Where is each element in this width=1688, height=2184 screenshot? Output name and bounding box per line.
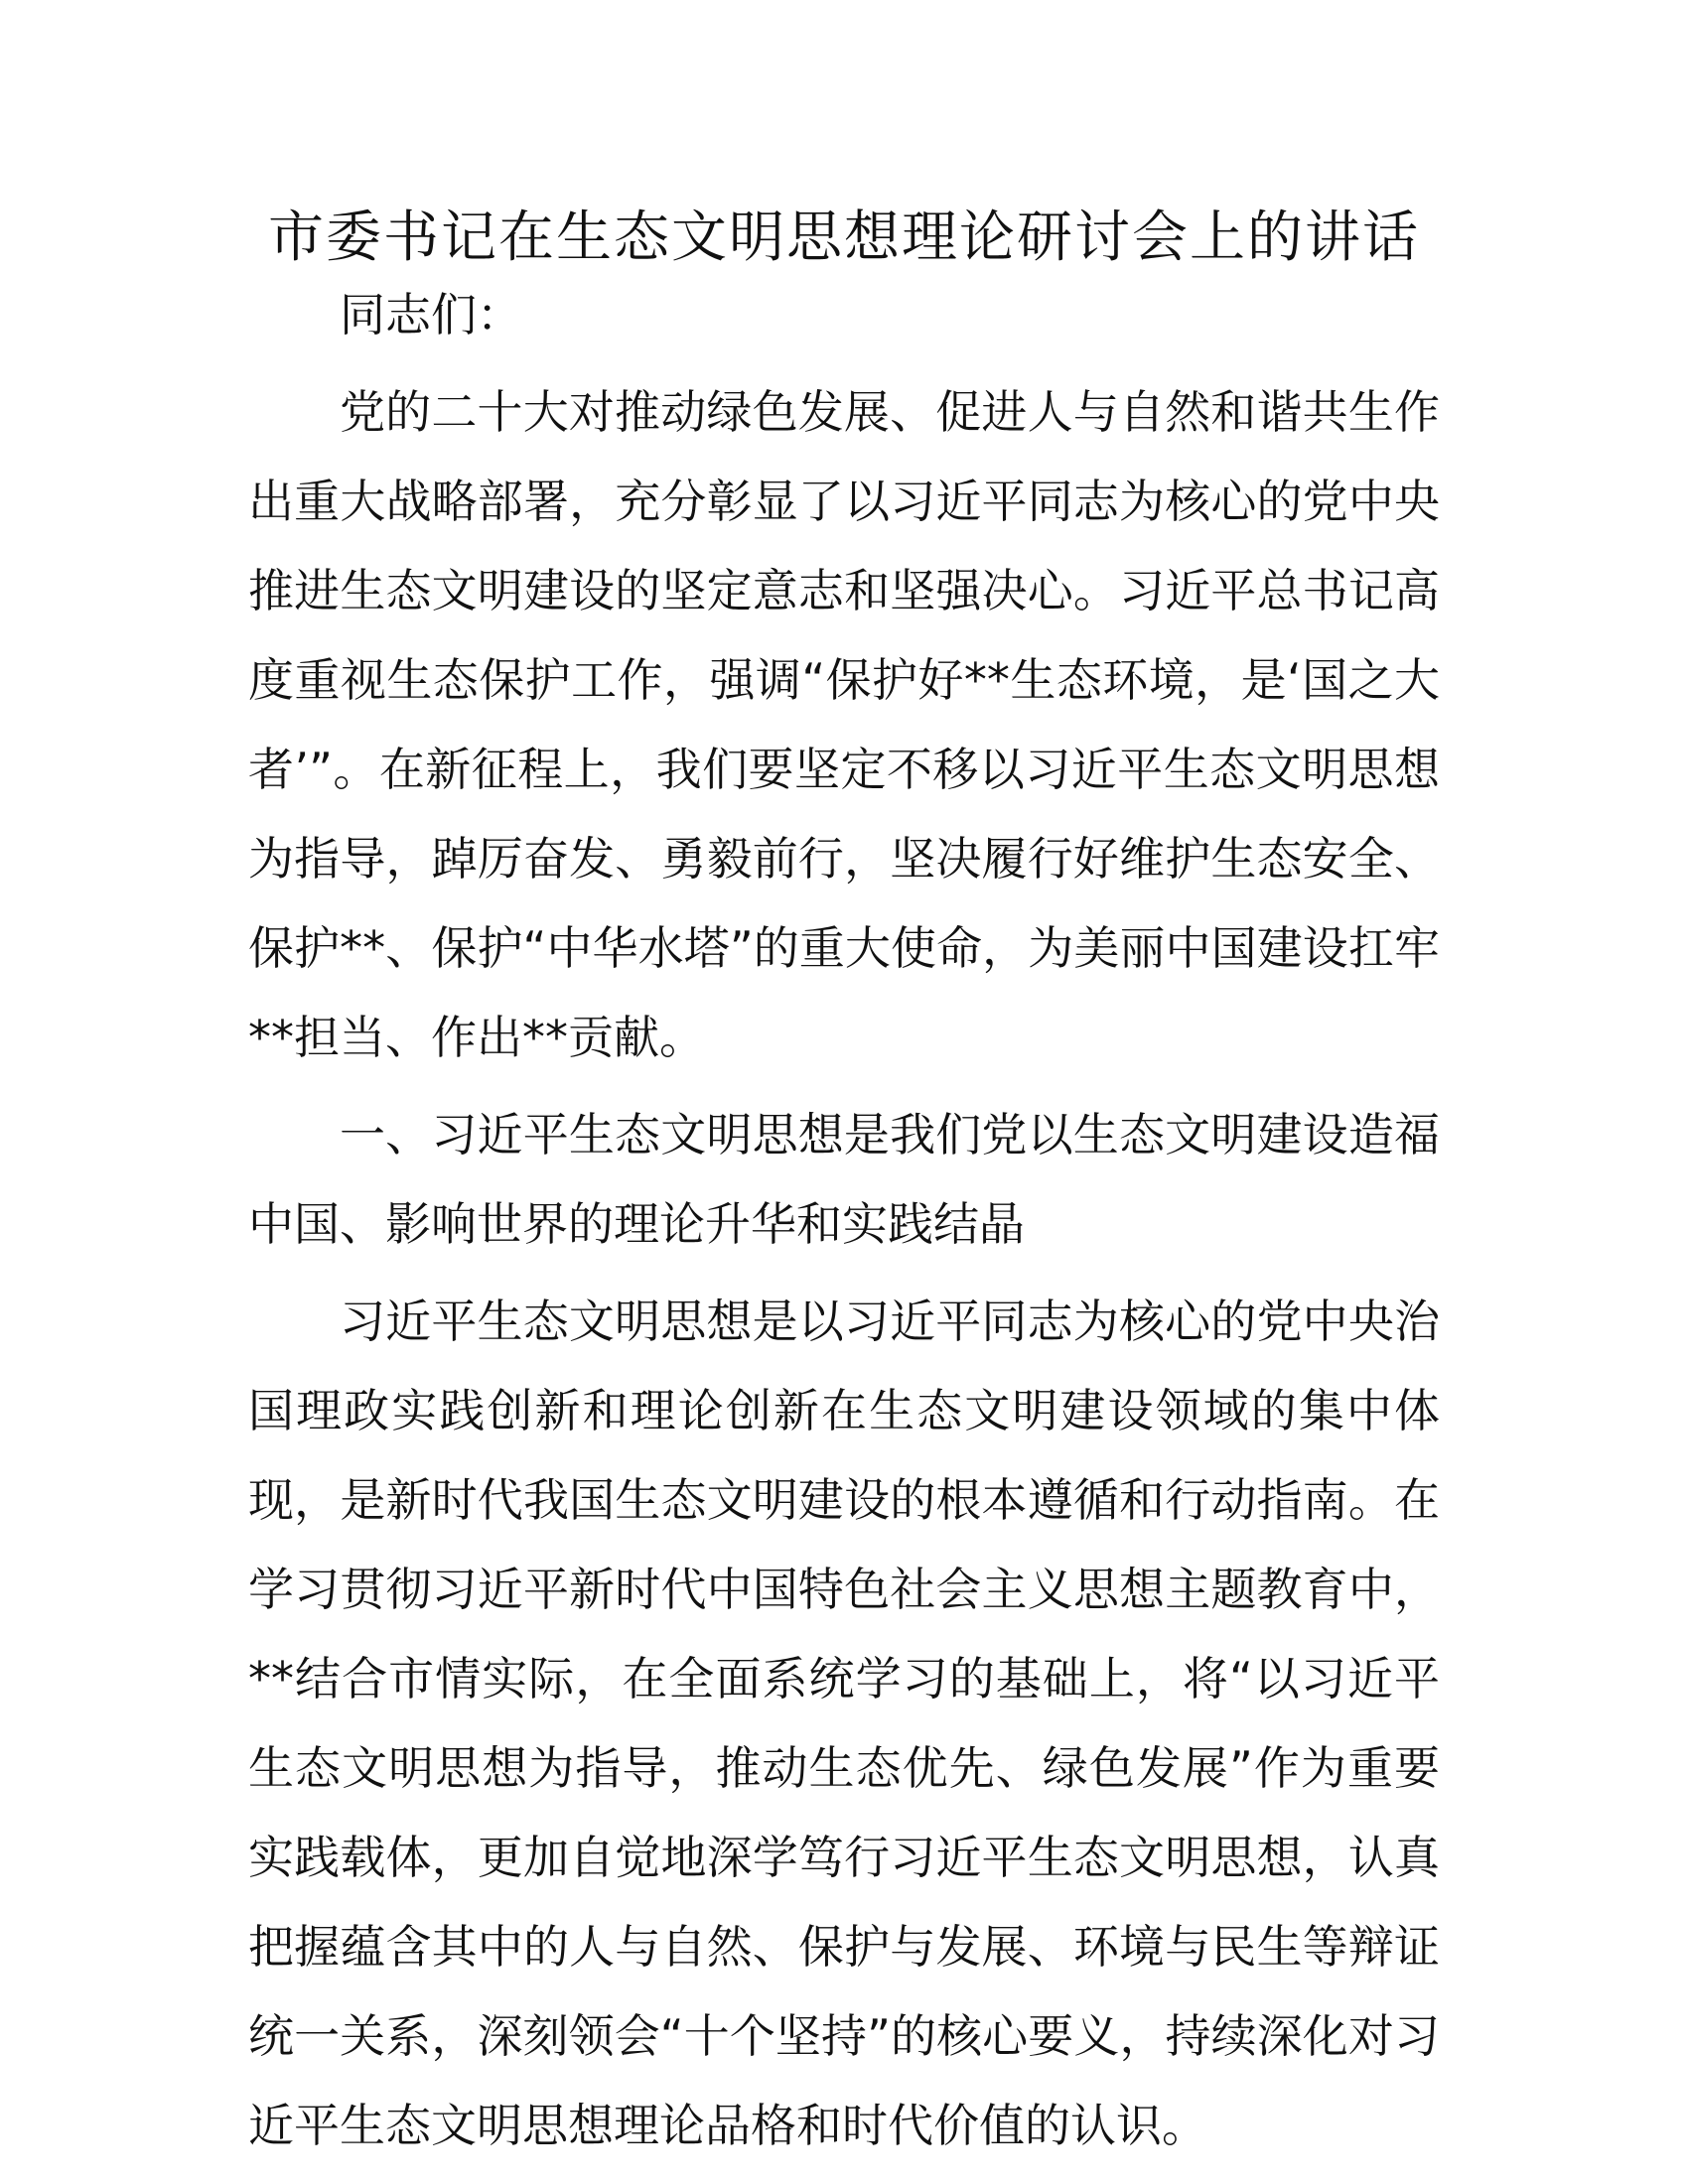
paragraph-intro: 党的二十大对推动绿色发展、促进人与自然和谐共生作出重大战略部署，充分彰显了以习近平同志为核心的党中央推进生态文明建设的坚定意志和坚强决心。习近平总书记高度重视生态保护工作，强调“保护好**生态环境，是‘国之大者’”。在新征程上，我们要坚定不移以习近平生态文明思想为指导，踔厉奋发、勇毅前行，坚决履行好维护生态安全、保护**、保护“中华水塔”的重大使命，为美丽中国建设扛牢**担当、作出**贡献。 bbox=[248, 385, 1440, 1064]
document-title: 市委书记在生态文明思想理论研讨会上的讲话 bbox=[268, 205, 1420, 270]
section-heading-1: 一、习近平生态文明思想是我们党以生态文明建设造福中国、影响世界的理论升华和实践结晶 bbox=[248, 1108, 1440, 1251]
paragraph-section-1: 习近平生态文明思想是以习近平同志为核心的党中央治国理政实践创新和理论创新在生态文明建设领域的集中体现，是新时代我国生态文明建设的根本遵循和行动指南。在学习贯彻习近平新时代中国特色社会主义思想主题教育中，**结合市情实际，在全面系统学习的基础上，将“以习近平生态文明思想为指导，推动生态优先、绿色发展”作为重要实践载体，更加自觉地深学笃行习近平生态文明思想，认真把握蕴含其中的人与自然、保护与发展、环境与民生等辩证统一关系，深刻领会“十个坚持”的核心要义，持续深化对习近平生态文明思想理论品格和时代价值的认识。 bbox=[248, 1295, 1440, 2152]
salutation: 同志们： bbox=[340, 288, 522, 341]
document-body bbox=[248, 270, 1440, 2178]
